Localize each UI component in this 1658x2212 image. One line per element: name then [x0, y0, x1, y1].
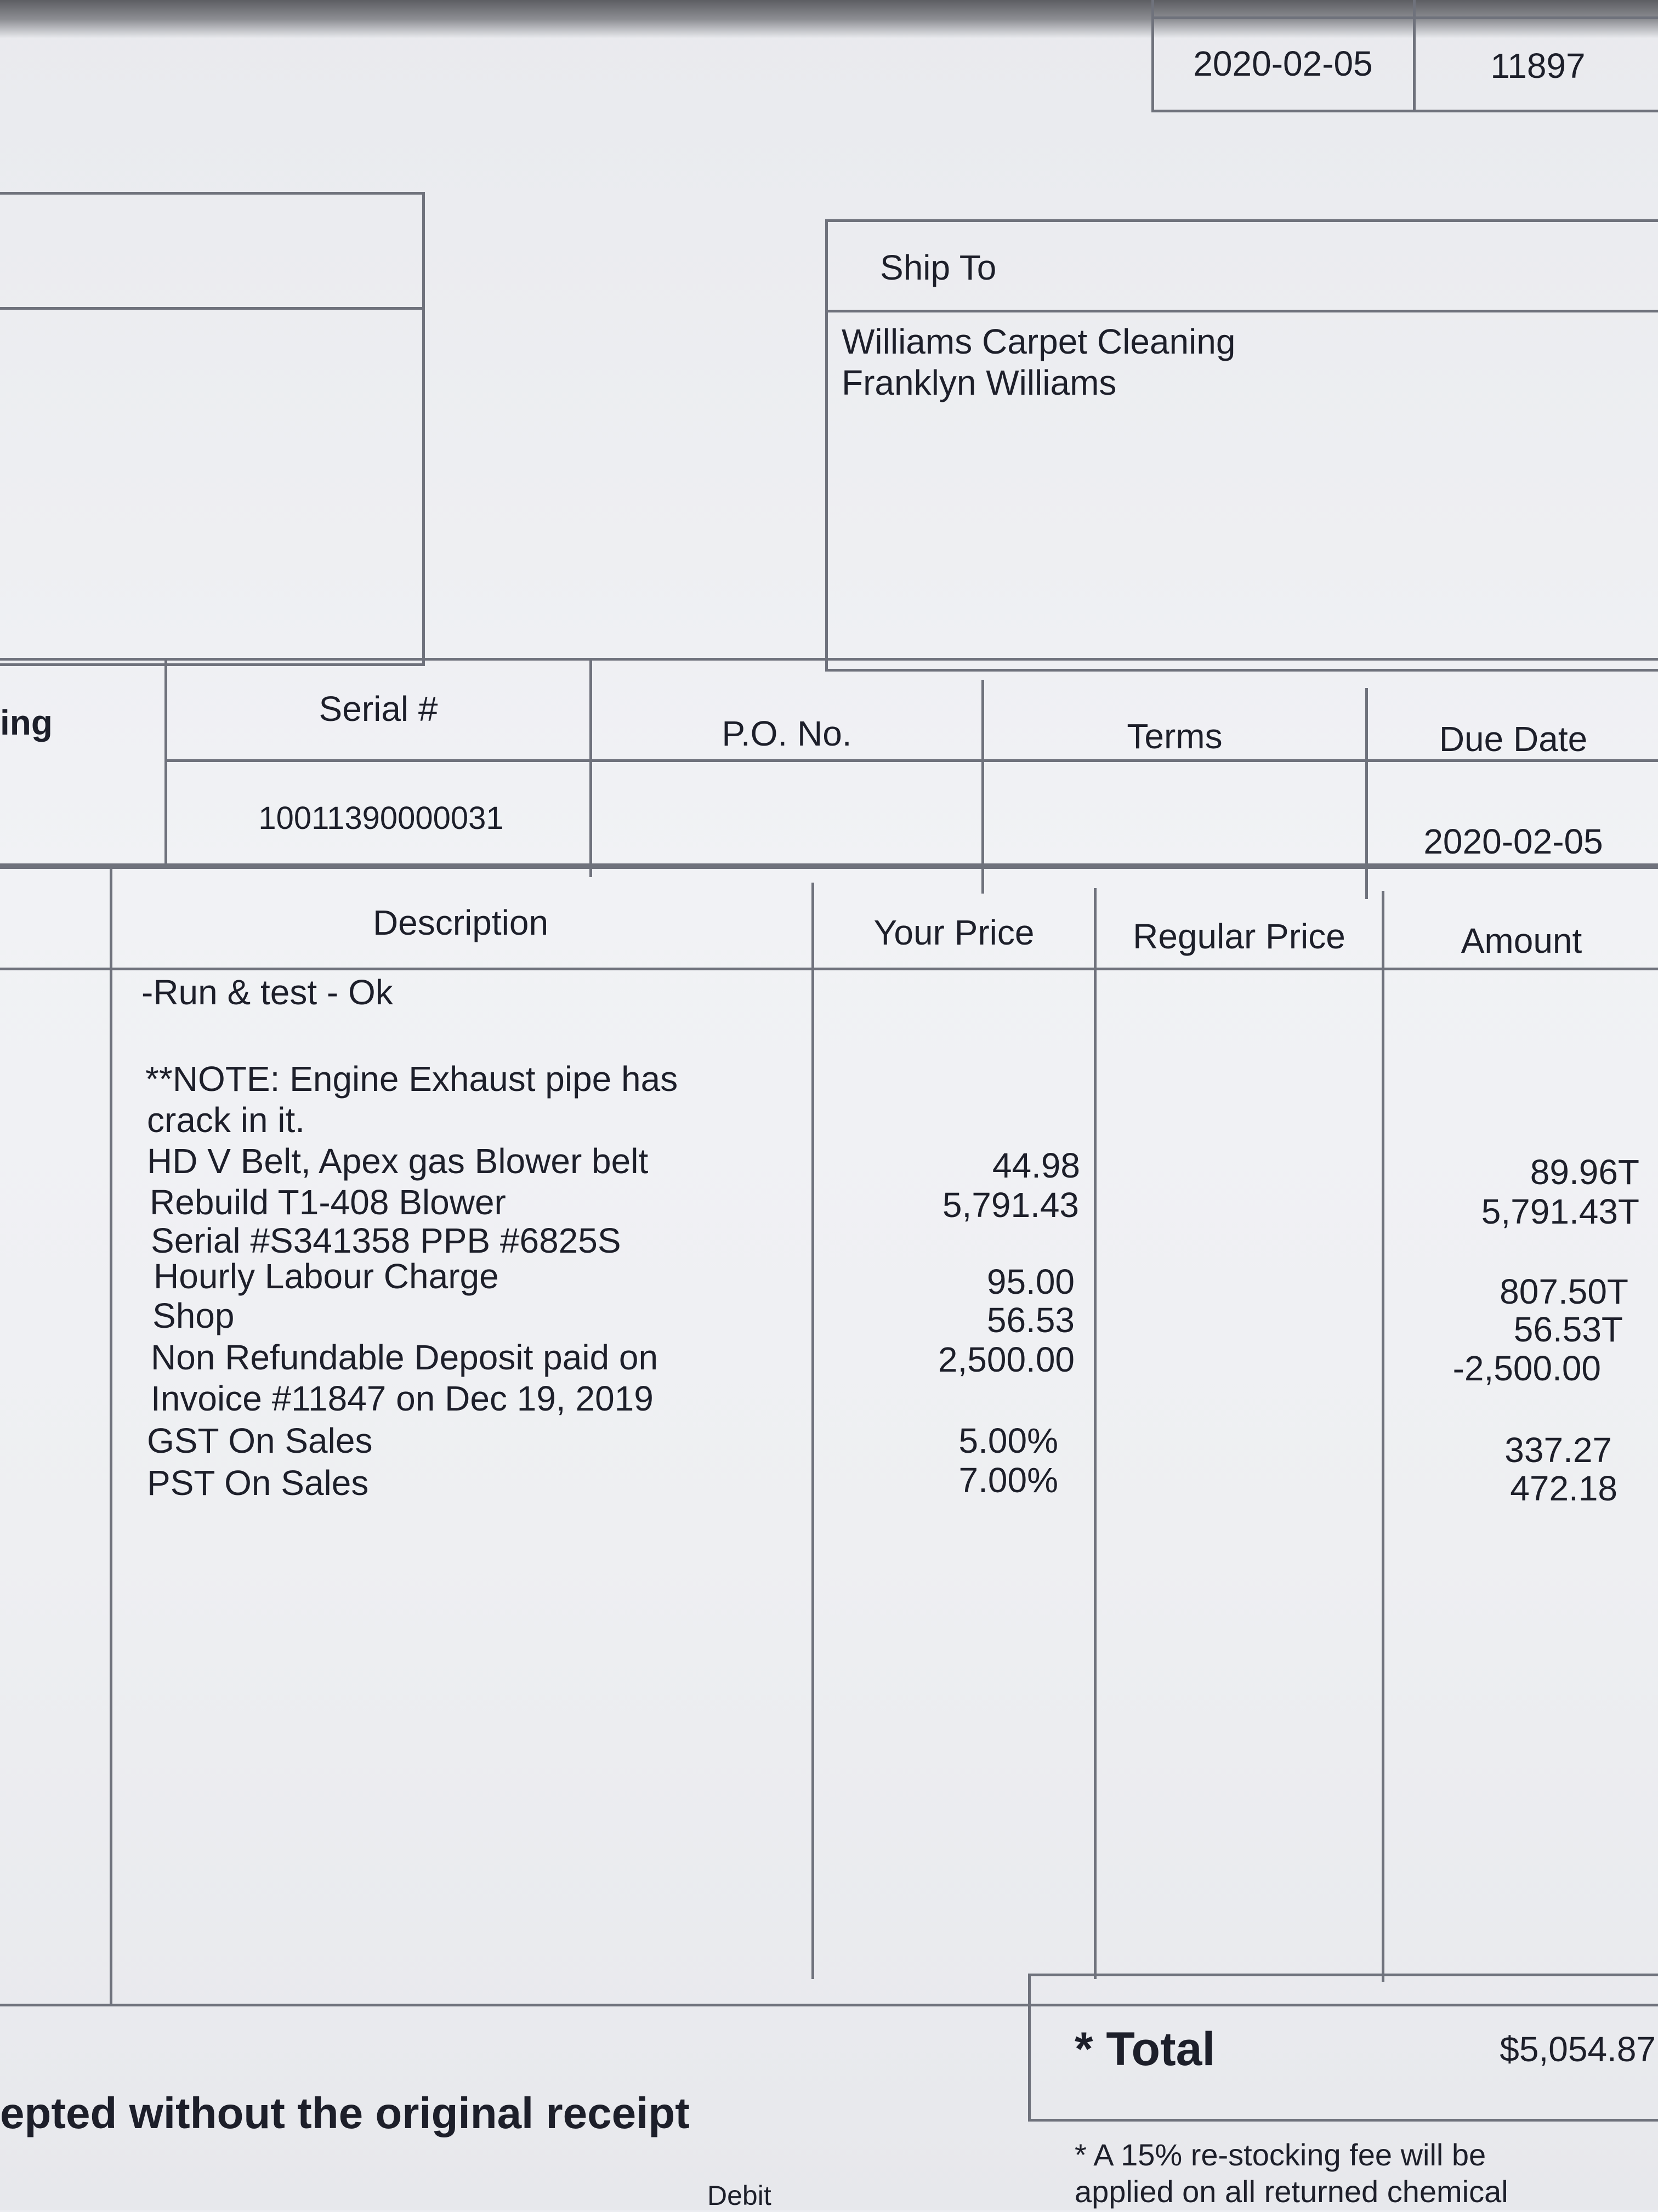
col-description: Description	[372, 903, 549, 942]
col-regular-price: Regular Price	[1133, 917, 1345, 956]
po-label: P.O. No.	[722, 714, 852, 753]
info-col-3	[981, 680, 984, 894]
restock-notice-line1: * A 15% re-stocking fee will be	[1075, 2137, 1486, 2172]
line-your-price: 5,791.43	[942, 1185, 1079, 1225]
line-description: Invoice #11847 on Dec 19, 2019	[151, 1379, 654, 1418]
line-description: crack in it.	[147, 1100, 305, 1140]
ship-to-label: Ship To	[880, 248, 997, 287]
line-your-price: 7.00%	[958, 1460, 1058, 1500]
due-date-value: 2020-02-05	[1423, 822, 1603, 861]
serial-label: Serial #	[319, 689, 438, 729]
ship-to-line2: Franklyn Williams	[842, 363, 1117, 402]
line-your-price: 2,500.00	[938, 1340, 1075, 1379]
line-description: Hourly Labour Charge	[154, 1256, 499, 1296]
table-header-line	[0, 968, 1658, 970]
line-description: Shop	[152, 1296, 235, 1335]
line-description: PST On Sales	[147, 1463, 369, 1503]
line-description: -Run & test - Ok	[141, 973, 393, 1012]
header-date: 2020-02-05	[1193, 44, 1373, 83]
table-col-price-left	[811, 883, 814, 1979]
line-your-price: 44.98	[992, 1146, 1080, 1185]
col-amount: Amount	[1461, 921, 1582, 960]
line-description: Rebuild T1-408 Blower	[150, 1182, 506, 1222]
bill-to-box	[0, 192, 425, 666]
line-amount: 89.96T	[1530, 1152, 1639, 1192]
line-description: Serial #S341358 PPB #6825S	[151, 1221, 621, 1260]
line-your-price: 56.53	[986, 1300, 1075, 1340]
payment-partial: Debit	[707, 2180, 771, 2211]
line-amount: 5,791.43T	[1481, 1192, 1639, 1231]
info-col-2	[589, 658, 592, 877]
line-your-price: 95.00	[986, 1262, 1075, 1301]
line-description: GST On Sales	[147, 1421, 373, 1460]
due-date-label: Due Date	[1439, 719, 1588, 759]
line-amount: 472.18	[1510, 1469, 1617, 1508]
line-amount: -2,500.00	[1452, 1349, 1601, 1388]
ship-to-header-line	[825, 310, 1658, 312]
col-your-price: Your Price	[873, 913, 1035, 952]
line-description: **NOTE: Engine Exhaust pipe has	[145, 1059, 678, 1099]
line-amount: 337.27	[1504, 1430, 1612, 1470]
table-col-desc-left	[110, 866, 112, 2006]
total-value: $5,054.87	[1500, 2029, 1656, 2069]
serial-value: 10011390000031	[258, 800, 504, 836]
ship-to-line1: Williams Carpet Cleaning	[842, 322, 1236, 361]
line-description: HD V Belt, Apex gas Blower belt	[147, 1141, 649, 1181]
total-label: * Total	[1075, 2023, 1216, 2075]
terms-label: Terms	[1127, 717, 1223, 756]
line-your-price: 5.00%	[958, 1421, 1058, 1460]
info-partial-label: ing	[0, 703, 53, 742]
line-description: Non Refundable Deposit paid on	[151, 1338, 658, 1377]
invoice-number: 11897	[1490, 46, 1586, 86]
line-amount: 56.53T	[1513, 1310, 1623, 1349]
table-col-amount-left	[1382, 891, 1384, 1982]
table-col-regular-left	[1094, 888, 1097, 1979]
return-notice: epted without the original receipt	[0, 2089, 690, 2137]
line-amount: 807.50T	[1500, 1272, 1628, 1311]
header-top-line	[1151, 16, 1658, 19]
restock-notice-line2: applied on all returned chemical	[1075, 2174, 1508, 2209]
bill-to-header-line	[0, 307, 425, 310]
